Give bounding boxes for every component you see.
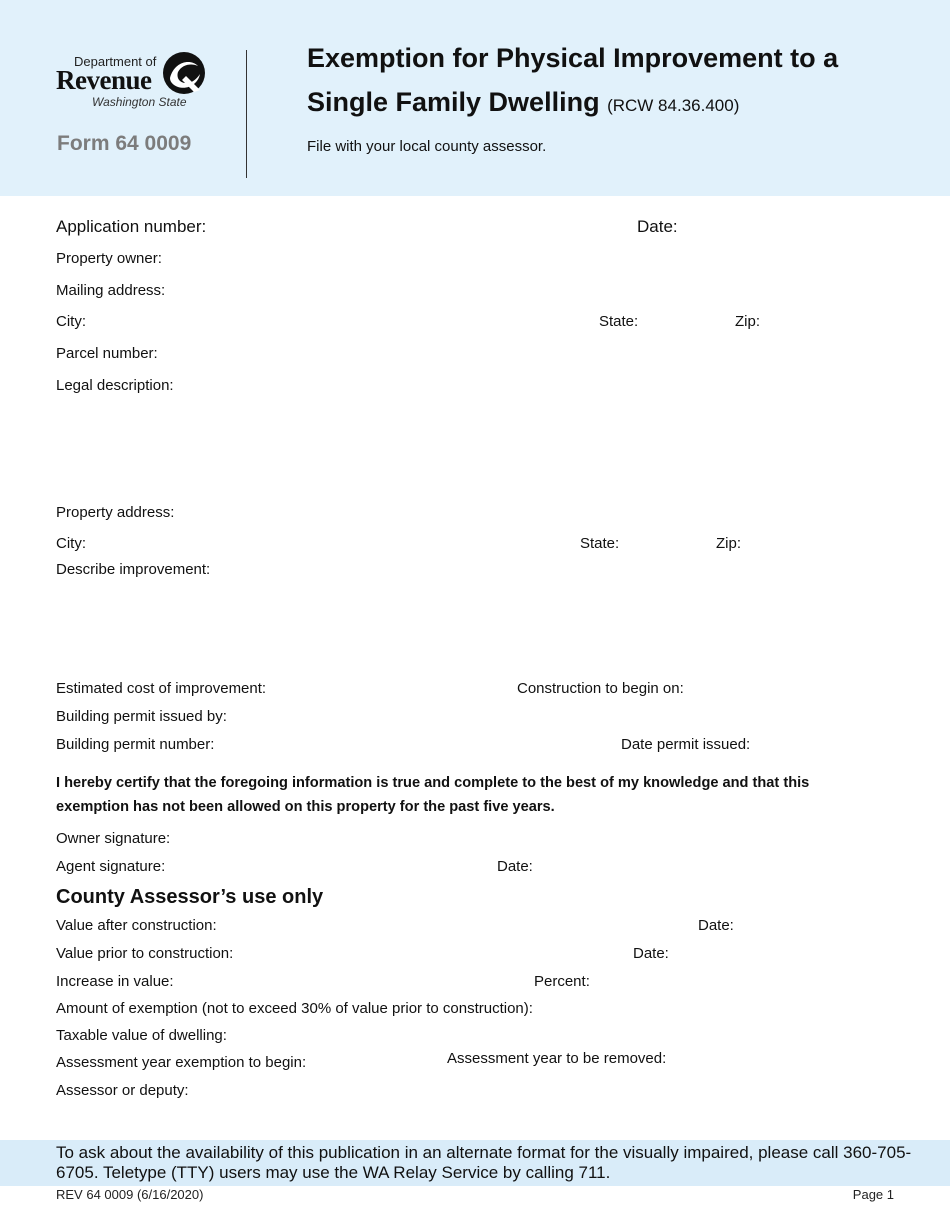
assessor-section-heading: County Assessor’s use only: [56, 886, 324, 908]
page-number: Page 1: [852, 1187, 894, 1202]
agent-signature-field[interactable]: Agent signature:: [56, 858, 166, 875]
mailing-city-field[interactable]: City:: [56, 313, 86, 330]
owner-signature-field[interactable]: Owner signature:: [56, 830, 171, 847]
legal-description-field[interactable]: Legal description:: [56, 377, 174, 394]
parcel-number-field[interactable]: Parcel number:: [56, 345, 158, 362]
year-removed-field[interactable]: Assessment year to be removed:: [447, 1050, 667, 1067]
construction-begin-field[interactable]: Construction to begin on:: [517, 680, 684, 697]
application-number-field[interactable]: Application number:: [56, 217, 207, 236]
page-subtitle: File with your local county assessor.: [307, 138, 547, 155]
estimated-cost-field[interactable]: Estimated cost of improvement:: [56, 680, 267, 697]
title-line-1: Exemption for Physical Improvement to a: [307, 43, 839, 73]
mailing-state-field[interactable]: State:: [599, 313, 639, 330]
value-prior-date-field[interactable]: Date:: [633, 945, 669, 962]
dor-logo: [56, 48, 216, 114]
value-after-date-field[interactable]: Date:: [698, 917, 734, 934]
property-address-field[interactable]: Property address:: [56, 504, 175, 521]
form-number: Form 64 0009: [57, 132, 192, 155]
amount-exemption-field[interactable]: Amount of exemption (not to exceed 30% of value prior to construction):: [56, 1000, 533, 1017]
signature-date-field[interactable]: Date:: [497, 858, 533, 875]
accessibility-notice: To ask about the availability of this publication in an alternate format for the visually impaired, please call 360-705-6705. Teletype (TTY) users may use the WA Relay Service by calling 711.: [56, 1143, 912, 1182]
application-date-field[interactable]: Date:: [637, 217, 678, 236]
logo-revenue-text: Revenue: [56, 65, 152, 95]
property-city-field[interactable]: City:: [56, 535, 86, 552]
title-line-2: [307, 80, 927, 128]
assessor-deputy-field[interactable]: Assessor or deputy:: [56, 1082, 189, 1099]
certification-statement: I hereby certify that the foregoing information is true and complete to the best of my knowledge and that this exemption has not been allowed on this property for the past five years.: [56, 775, 810, 815]
describe-improvement-field[interactable]: Describe improvement:: [56, 561, 211, 578]
page-title: [307, 36, 927, 128]
permit-issued-by-field[interactable]: Building permit issued by:: [56, 708, 227, 725]
property-state-field[interactable]: State:: [580, 535, 620, 552]
logo-dept-text: Department of: [74, 54, 157, 69]
value-after-field[interactable]: Value after construction:: [56, 917, 217, 934]
taxable-value-field[interactable]: Taxable value of dwelling:: [56, 1027, 227, 1044]
property-owner-field[interactable]: Property owner:: [56, 250, 162, 267]
increase-value-field[interactable]: Increase in value:: [56, 973, 174, 990]
revenue-emblem-icon: [160, 50, 208, 96]
percent-field[interactable]: Percent:: [534, 973, 590, 990]
header-divider: [246, 50, 247, 178]
permit-number-field[interactable]: Building permit number:: [56, 736, 215, 753]
date-permit-issued-field[interactable]: Date permit issued:: [621, 736, 751, 753]
year-begin-field[interactable]: Assessment year exemption to begin:: [56, 1054, 307, 1071]
revision-code: REV 64 0009 (6/16/2020): [56, 1187, 204, 1202]
value-prior-field[interactable]: Value prior to construction:: [56, 945, 234, 962]
logo-state-text: Washington State: [92, 95, 187, 109]
mailing-zip-field[interactable]: Zip:: [735, 313, 761, 330]
rcw-reference: (RCW 84.36.400): [607, 96, 740, 115]
title-line-2-text: Single Family Dwelling: [307, 87, 600, 117]
mailing-address-field[interactable]: Mailing address:: [56, 282, 166, 299]
property-zip-field[interactable]: Zip:: [716, 535, 742, 552]
